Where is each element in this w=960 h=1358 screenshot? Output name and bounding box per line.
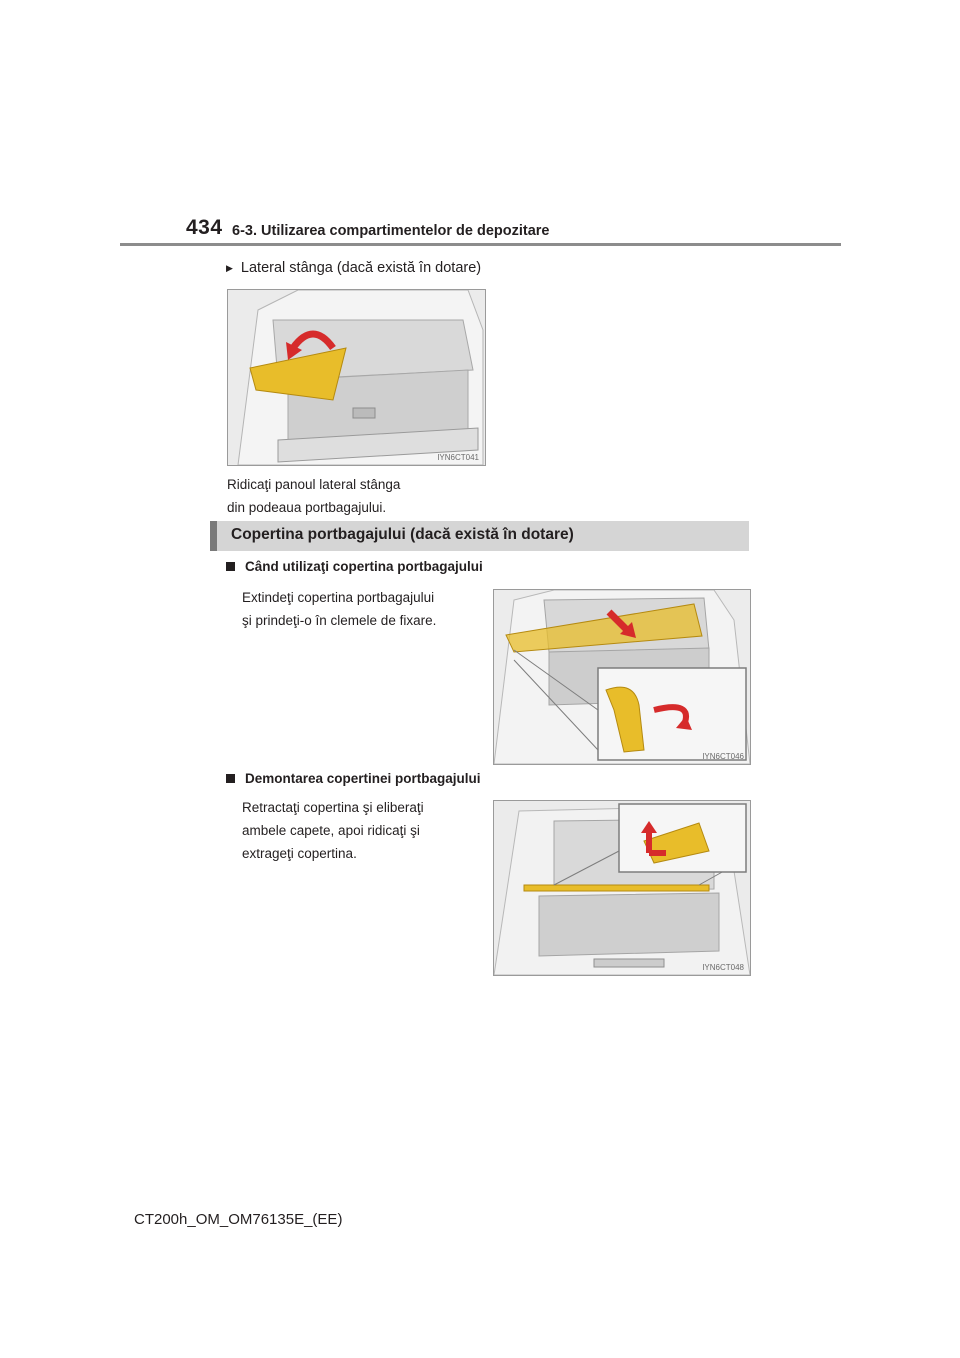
footer-code: CT200h_OM_OM76135E_(EE) bbox=[134, 1211, 343, 1228]
figure-tonneau-extend bbox=[493, 589, 751, 765]
using-line-2: şi prindeţi-o în clemele de fixare. bbox=[242, 613, 437, 628]
square-bullet-icon bbox=[226, 774, 235, 783]
bullet-left-side-label: Lateral stânga (dacă există în dotare) bbox=[240, 260, 482, 276]
caption-left-side bbox=[227, 473, 400, 519]
header-rule bbox=[120, 243, 841, 246]
tonneau-section-bar bbox=[210, 521, 749, 551]
caption-line-1: Ridicaţi panoul lateral stânga bbox=[227, 477, 401, 492]
removing-heading-label: Demontarea copertinei portbagajului bbox=[245, 771, 481, 786]
triangle-bullet-icon: ▶ bbox=[226, 262, 233, 273]
removing-heading bbox=[226, 771, 481, 786]
using-line-1: Extindeţi copertina portbagajului bbox=[242, 590, 435, 605]
removing-line-3: extrageţi copertina. bbox=[242, 846, 357, 861]
figure-id-046: IYN6CT046 bbox=[702, 752, 744, 761]
using-heading bbox=[226, 559, 483, 574]
removing-text bbox=[242, 796, 424, 865]
section-title: 6-3. Utilizarea compartimentelor de depozitare bbox=[232, 223, 550, 239]
removing-line-1: Retractaţi copertina şi eliberaţi bbox=[242, 800, 424, 815]
bullet-left-side bbox=[226, 260, 481, 276]
page-number: 434 bbox=[186, 216, 223, 239]
tonneau-section-title: Copertina portbagajului (dacă există în dotare) bbox=[231, 526, 574, 543]
figure-tonneau-remove bbox=[493, 800, 751, 976]
figure-id-041: IYN6CT041 bbox=[437, 453, 479, 462]
square-bullet-icon bbox=[226, 562, 235, 571]
caption-line-2: din podeaua portbagajului. bbox=[227, 500, 387, 515]
removing-line-2: ambele capete, apoi ridicaţi şi bbox=[242, 823, 420, 838]
using-text bbox=[242, 586, 436, 632]
using-heading-label: Când utilizaţi copertina portbagajului bbox=[245, 559, 483, 574]
figure-left-side-panel bbox=[227, 289, 486, 466]
figure-id-048: IYN6CT048 bbox=[702, 963, 744, 972]
